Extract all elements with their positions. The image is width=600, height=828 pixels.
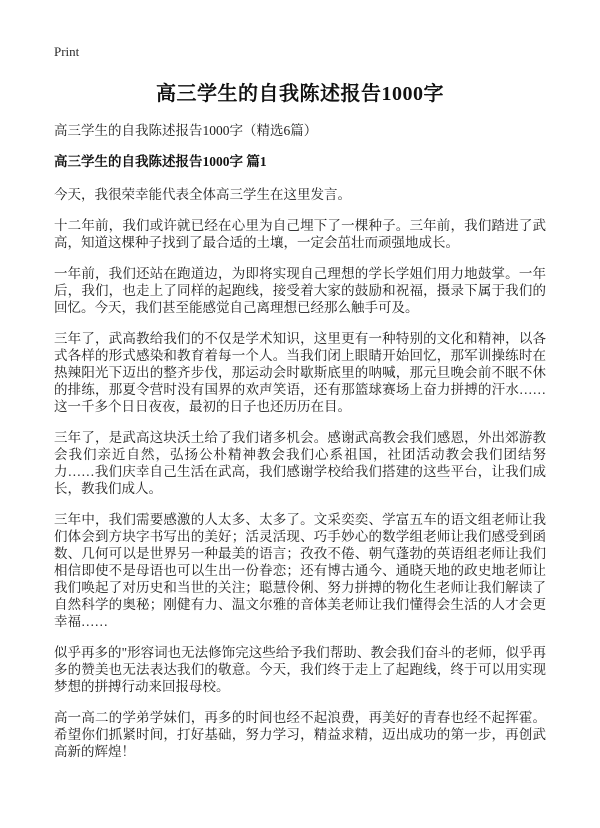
paragraph-8: 高一高二的学弟学妹们，再多的时间也经不起浪费，再美好的青春也经不起挥霍。希望你们抓紧时间，打好基础，努力学习，精益求精，迈出成功的第一步，再创武高新的辉煌！ — [54, 710, 546, 759]
paragraph-6: 三年中，我们需要感激的人太多、太多了。文采奕奕、学富五车的语文组老师让我们体会到方块字书写出的美好；活灵活现、巧手妙心的数学组老师让我们感受到函数、几何可以是世界另一种最美的语言；孜孜不倦、朝气蓬勃的英语组老师让我们相信即使不是母语也可以生出一份眷恋；还有博古通今、通晓天地的政史地老师让我们唤起了对历史和当世的关注；聪慧伶俐、努力拼搏的物化生老师让我们解读了自然科学的奥秘；刚健有力、温文尔雅的音体美老师让我们懂得会生活的人才会更幸福…… — [54, 512, 546, 629]
doc-subtitle: 高三学生的自我陈述报告1000字（精选6篇） — [54, 123, 318, 138]
paragraph-1: 今天，我很荣幸能代表全体高三学生在这里发言。 — [54, 187, 351, 202]
paragraph-4: 三年了，武高教给我们的不仅是学术知识，这里更有一种特别的文化和精神，以各式各样的形式感染和教育着每一个人。当我们闭上眼睛开始回忆，那军训操练时在热辣阳光下迈出的整齐步伐，那运动会时歇斯底里的呐喊，那元旦晚会前不眠不休的排练，那夏令营时没有国界的欢声笑语，还有那篮球赛场上奋力拼搏的汗水……这一千多个日日夜夜，最初的日子也还历历在目。 — [54, 331, 546, 414]
paragraph-5: 三年了，是武高这块沃土给了我们诸多机会。感谢武高教会我们感恩，外出郊游教会我们亲近自然，弘扬公朴精神教会我们心系祖国，社团活动教会我们团结努力……我们庆幸自己生活在武高，我们感谢学校给我们搭建的这些平台，让我们成长，教我们成人。 — [54, 430, 546, 496]
page-title: 高三学生的自我陈述报告1000字 — [156, 83, 444, 105]
paragraph-3: 一年前，我们还站在跑道边，为即将实现自己理想的学长学姐们用力地鼓掌。一年后，我们，也走上了同样的起跑线，接受着大家的鼓励和祝福，摄录下属于我们的回忆。今天，我们甚至能感觉自己离理想已经那么触手可及。 — [54, 266, 546, 315]
print-link[interactable]: Print — [54, 44, 80, 59]
paragraph-2: 十二年前，我们或许就已经在心里为自己埋下了一棵种子。三年前，我们踏进了武高，知道这棵种子找到了最合适的土壤，一定会茁壮而顽强地成长。 — [54, 218, 546, 250]
section-heading-part1: 高三学生的自我陈述报告1000字 篇1 — [54, 154, 267, 169]
paragraph-7: 似乎再多的"形容词也无法修饰完这些给予我们帮助、教会我们奋斗的老师，似乎再多的赞美也无法表达我们的敬意。今天，我们终于走上了起跑线，终于可以用实现梦想的拼搏行动来回报母校。 — [54, 645, 546, 694]
